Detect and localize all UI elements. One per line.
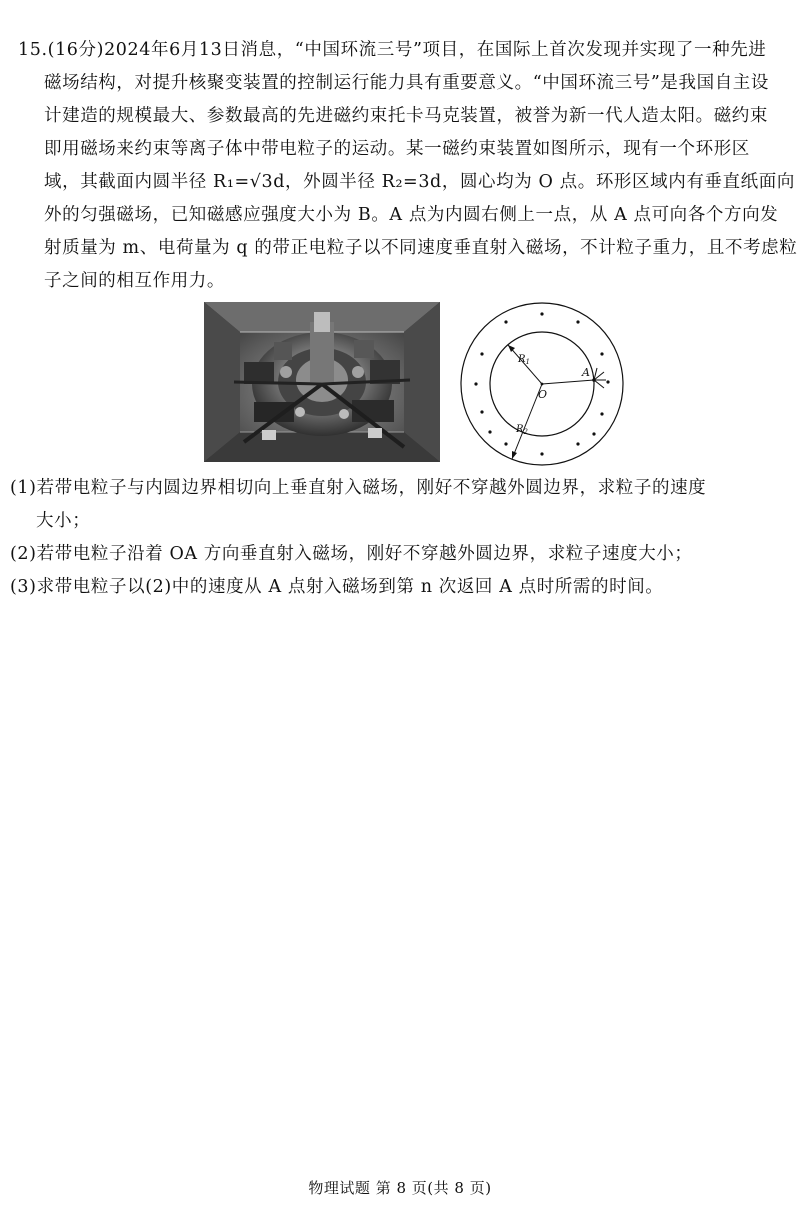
problem-stem-line-7: 射质量为 m、电荷量为 q 的带正电粒子以不同速度垂直射入磁场，不计粒子重力，且不考虑粒	[44, 238, 798, 258]
problem-number: 15.	[18, 40, 48, 60]
label-r2: $R_2$	[516, 424, 528, 436]
problem-stem-line-5: 域，其截面内圆半径 R₁=√3d，外圆半径 R₂=3d，圆心均为 O 点。环形区域内有垂直纸面向	[44, 172, 795, 192]
label-o: O	[538, 388, 548, 401]
tokamak-photo-art	[204, 302, 440, 462]
question-1-line-2: 大小；	[36, 511, 91, 531]
radius-r1-arrow	[508, 345, 515, 352]
stem-text-1: (16分)2024年6月13日消息，“中国环流三号”项目，在国际上首次发现并实现了一种先进	[47, 40, 767, 60]
tokamak-photo	[204, 302, 440, 462]
problem-stem-line-2: 磁场结构，对提升核聚变装置的控制运行能力具有重要意义。“中国环流三号”是我国自主设	[44, 73, 769, 93]
oa-line	[542, 380, 594, 384]
problem-stem-line-8: 子之间的相互作用力。	[44, 271, 225, 291]
page-footer: 物理试题 第 8 页(共 8 页)	[308, 1179, 492, 1197]
label-r1: $R_1$	[518, 354, 530, 366]
figures-row	[0, 300, 800, 468]
label-a: A	[582, 366, 590, 379]
problem-stem-line-4: 即用磁场来约束等离子体中带电粒子的运动。某一磁约束装置如图所示，现有一个环形区	[44, 139, 750, 159]
problem-15	[18, 34, 798, 298]
question-2: (2)若带电粒子沿着 OA 方向垂直射入磁场，刚好不穿越外圆边界，求粒子速度大小；	[10, 544, 693, 564]
sub-questions	[10, 472, 790, 604]
question-1-line-1: (1)若带电粒子与内圆边界相切向上垂直射入磁场，刚好不穿越外圆边界，求粒子的速度	[10, 478, 707, 498]
ring-diagram-svg	[458, 300, 626, 468]
ring-field-diagram	[458, 300, 626, 468]
problem-stem-line-1	[18, 34, 788, 67]
point-a-dot	[592, 378, 596, 382]
emission-arrows	[594, 368, 606, 388]
problem-stem-line-6: 外的匀强磁场，已知磁感应强度大小为 B。A 点为内圆右侧上一点，从 A 点可向各个方向发	[44, 205, 779, 225]
question-3: (3)求带电粒子以(2)中的速度从 A 点射入磁场到第 n 次返回 A 点时所需的时间。	[10, 577, 664, 597]
center-o-dot	[541, 383, 544, 386]
radius-r2-arrow	[512, 451, 517, 459]
problem-stem-line-3: 计建造的规模最大、参数最高的先进磁约束托卡马克装置，被誉为新一代人造太阳。磁约束	[44, 106, 768, 126]
